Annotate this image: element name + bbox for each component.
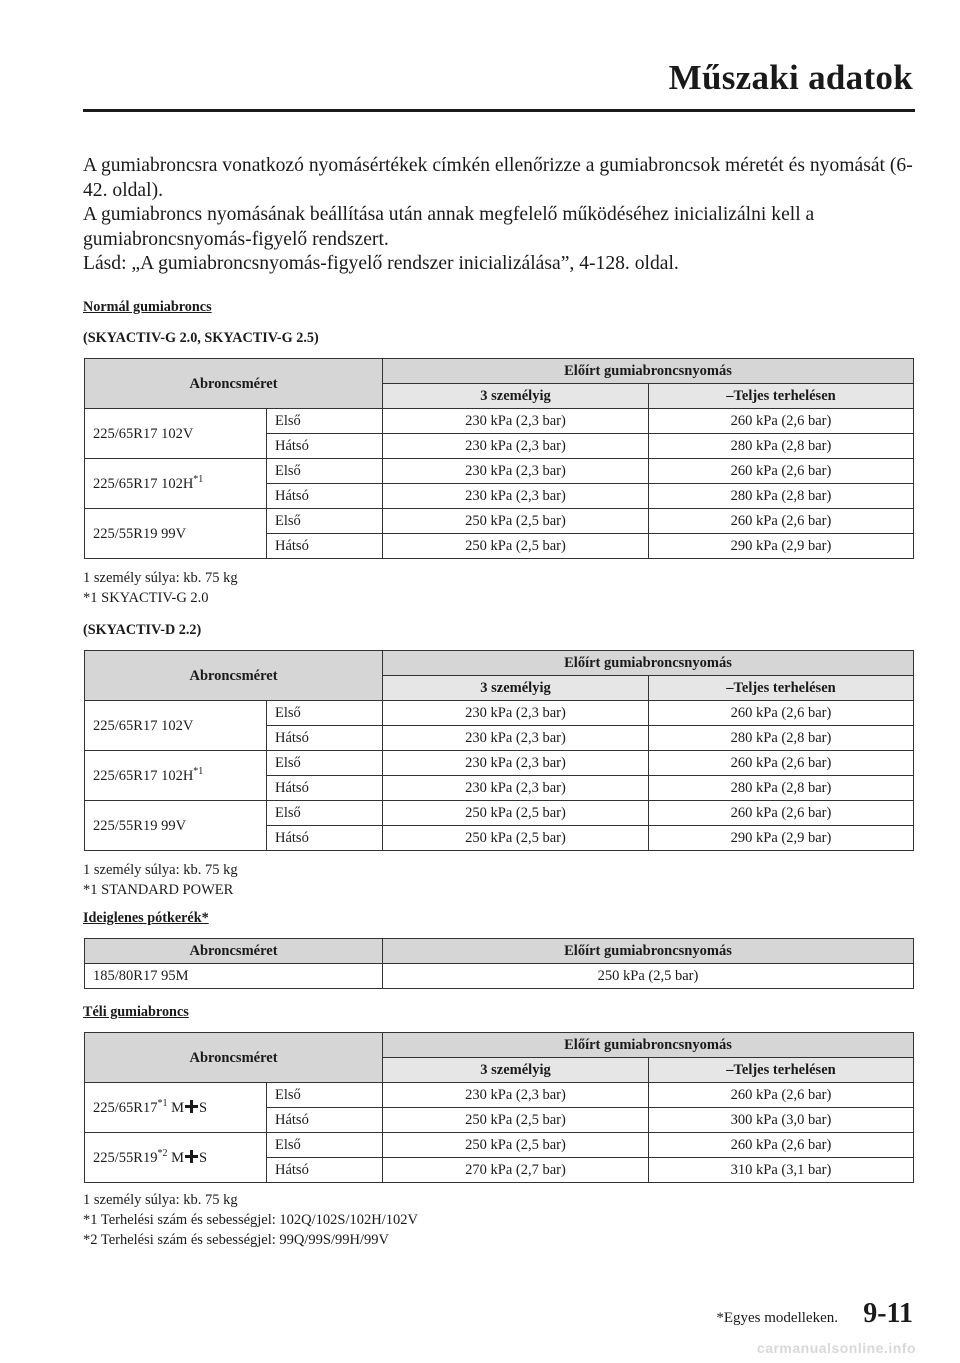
table-row [85,409,914,434]
note-line: 1 személy súlya: kb. 75 kg [83,570,238,586]
position-rear: Hátsó [267,484,383,509]
subheading-skyactiv-g: (SKYACTIV-G 2.0, SKYACTIV-G 2.5) [83,330,319,346]
tire-size-label: 225/65R17 102H [93,475,194,492]
pressure-cell: 260 kPa (2,6 bar) [649,1083,914,1108]
position-rear: Hátsó [267,776,383,801]
note-line: *1 Terhelési szám és sebességjel: 102Q/102S/102H/102V [83,1212,418,1228]
note-line: 1 személy súlya: kb. 75 kg [83,1192,238,1208]
header-full-load: –Teljes terhelésen [649,1058,914,1083]
footnote-ref: *2 [157,1147,168,1159]
notes-skyactiv-g [83,568,238,608]
pressure-cell: 230 kPa (2,3 bar) [383,751,649,776]
pressure-cell: 230 kPa (2,3 bar) [383,701,649,726]
pressure-cell: 260 kPa (2,6 bar) [649,1133,914,1158]
pressure-cell: 290 kPa (2,9 bar) [649,826,914,851]
mud-snow-m: M [171,1099,184,1116]
notes-winter [83,1190,418,1250]
header-full-load: –Teljes terhelésen [649,384,914,409]
watermark: carmanualsonline.info [756,1340,916,1356]
pressure-cell: 260 kPa (2,6 bar) [649,409,914,434]
position-front: Első [267,751,383,776]
tire-pressure-table-d [84,650,914,851]
pressure-cell: 260 kPa (2,6 bar) [649,459,914,484]
plus-icon [185,1150,198,1163]
table-row [85,1083,914,1108]
position-rear: Hátsó [267,1108,383,1133]
mud-snow-s: S [198,1149,208,1166]
pressure-cell: 310 kPa (3,1 bar) [649,1158,914,1183]
tire-pressure-table-g [84,358,914,559]
page-number: 9-11 [863,1298,913,1329]
tire-size-cell: 185/80R17 95M [85,964,383,989]
pressure-cell: 300 kPa (3,0 bar) [649,1108,914,1133]
mud-snow-m: M [171,1149,184,1166]
tire-size-label: 225/65R17 102H [93,767,194,784]
position-front: Első [267,1083,383,1108]
pressure-cell: 260 kPa (2,6 bar) [649,801,914,826]
note-line: *2 Terhelési szám és sebességjel: 99Q/99S/99H/99V [83,1232,389,1248]
pressure-cell: 230 kPa (2,3 bar) [383,459,649,484]
pressure-cell: 250 kPa (2,5 bar) [383,826,649,851]
position-front: Első [267,1133,383,1158]
footnote-ref: *1 [193,765,204,777]
table-row [85,751,914,776]
pressure-cell: 260 kPa (2,6 bar) [649,701,914,726]
pressure-cell: 250 kPa (2,5 bar) [383,1133,649,1158]
tire-size-cell: 225/65R17 102V [85,701,267,751]
pressure-cell: 280 kPa (2,8 bar) [649,434,914,459]
tire-size-label: 225/55R19 [93,1149,158,1166]
table-row [85,1133,914,1158]
spare-tire-table [84,938,914,989]
section-heading-winter: Téli gumiabroncs [83,1004,189,1020]
tire-size-cell: 225/55R19 99V [85,801,267,851]
position-front: Első [267,409,383,434]
position-rear: Hátsó [267,534,383,559]
pressure-cell: 250 kPa (2,5 bar) [383,509,649,534]
section-heading-normal: Normál gumiabroncs [83,299,212,315]
notes-skyactiv-d [83,860,238,900]
tire-size-cell [85,459,267,509]
pressure-cell: 250 kPa (2,5 bar) [383,534,649,559]
position-rear: Hátsó [267,826,383,851]
mud-snow-s: S [198,1099,208,1116]
pressure-cell: 230 kPa (2,3 bar) [383,484,649,509]
tire-size-cell [85,1083,267,1133]
header-pressure: Előírt gumiabroncsnyomás [383,1033,914,1058]
note-line: 1 személy súlya: kb. 75 kg [83,862,238,878]
pressure-cell: 280 kPa (2,8 bar) [649,484,914,509]
pressure-cell: 260 kPa (2,6 bar) [649,509,914,534]
pressure-cell: 290 kPa (2,9 bar) [649,534,914,559]
pressure-cell: 230 kPa (2,3 bar) [383,776,649,801]
pressure-cell: 260 kPa (2,6 bar) [649,751,914,776]
header-tire-size: Abroncsméret [85,939,383,964]
position-rear: Hátsó [267,434,383,459]
pressure-cell: 250 kPa (2,5 bar) [383,1108,649,1133]
header-pressure: Előírt gumiabroncsnyomás [383,651,914,676]
header-up-to-3: 3 személyig [383,384,649,409]
header-pressure: Előírt gumiabroncsnyomás [383,939,914,964]
tire-size-cell [85,1133,267,1183]
table-row [85,509,914,534]
pressure-cell: 230 kPa (2,3 bar) [383,409,649,434]
header-up-to-3: 3 személyig [383,1058,649,1083]
header-tire-size: Abroncsméret [85,359,383,409]
header-tire-size: Abroncsméret [85,651,383,701]
tire-size-cell [85,751,267,801]
table-row [85,801,914,826]
position-front: Első [267,801,383,826]
table-row [85,701,914,726]
model-footnote: *Egyes modelleken. [716,1310,838,1326]
plus-icon [185,1100,198,1113]
footnote-ref: *1 [193,473,204,485]
winter-tire-table [84,1032,914,1183]
intro-paragraph: Lásd: „A gumiabroncsnyomás-figyelő rendszer inicializálása”, 4-128. oldal. [83,253,679,274]
subheading-skyactiv-d: (SKYACTIV-D 2.2) [83,622,202,638]
intro-paragraph: A gumiabroncs nyomásának beállítása után annak megfelelő működéséhez inicializálni kell a gumiabroncsnyomás-figyelő rendszert. [83,204,815,250]
table-row [85,964,914,989]
position-rear: Hátsó [267,1158,383,1183]
position-rear: Hátsó [267,726,383,751]
pressure-cell: 230 kPa (2,3 bar) [383,1083,649,1108]
footnote-ref: *1 [157,1097,168,1109]
header-up-to-3: 3 személyig [383,676,649,701]
position-front: Első [267,701,383,726]
position-front: Első [267,459,383,484]
tire-size-cell: 225/65R17 102V [85,409,267,459]
intro-paragraph: A gumiabroncsra vonatkozó nyomásértékek címkén ellenőrizze a gumiabroncsok méretét és nyomását (6-42. oldal). [83,155,913,201]
pressure-cell: 280 kPa (2,8 bar) [649,726,914,751]
pressure-cell: 250 kPa (2,5 bar) [383,801,649,826]
header-tire-size: Abroncsméret [85,1033,383,1083]
note-line: *1 SKYACTIV-G 2.0 [83,590,209,606]
pressure-cell: 250 kPa (2,5 bar) [383,964,914,989]
pressure-cell: 230 kPa (2,3 bar) [383,434,649,459]
header-pressure: Előírt gumiabroncsnyomás [383,359,914,384]
table-row [85,459,914,484]
note-line: *1 STANDARD POWER [83,882,234,898]
intro-text [83,154,923,277]
header-rule [83,109,915,112]
section-heading-spare: Ideiglenes pótkerék* [83,910,209,926]
page-title: Műszaki adatok [668,58,913,97]
pressure-cell: 230 kPa (2,3 bar) [383,726,649,751]
pressure-cell: 270 kPa (2,7 bar) [383,1158,649,1183]
pressure-cell: 280 kPa (2,8 bar) [649,776,914,801]
position-front: Első [267,509,383,534]
tire-size-label: 225/65R17 [93,1099,158,1116]
tire-size-cell: 225/55R19 99V [85,509,267,559]
header-full-load: –Teljes terhelésen [649,676,914,701]
